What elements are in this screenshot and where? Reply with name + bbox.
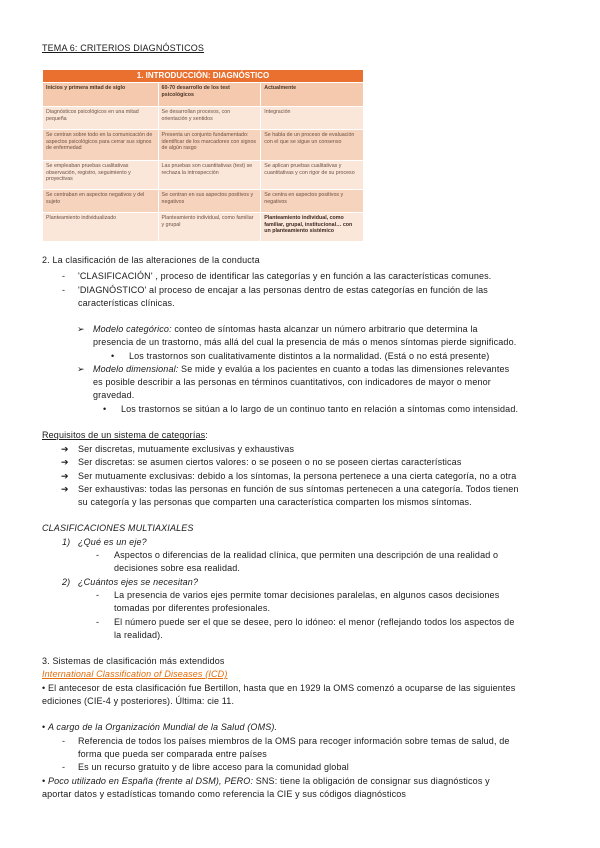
dash-bullet: - xyxy=(96,590,100,600)
spain-usage-italic: • Poco utilizado en España (frente al DSM), PERO: xyxy=(42,776,254,786)
requirement-item: Ser exhaustivas: todas las personas en función de sus síntomas pertenecen a una categoría. Todos tienen xyxy=(78,484,519,494)
categorical-model-label: Modelo categórico: xyxy=(93,324,172,334)
diagnosis-definition: 'DIAGNÓSTICO' al proceso de encajar a las personas dentro de estas categorías en función de las xyxy=(78,285,488,295)
diagnosis-definition-cont: características clínicas. xyxy=(78,298,175,308)
requirements-heading-text: Requisitos de un sistema de categorías xyxy=(42,430,206,440)
multiaxial-heading: CLASIFICACIONES MULTIAXIALES xyxy=(42,523,194,533)
arrow-right-icon: ➔ xyxy=(61,457,69,467)
question-number: 1) xyxy=(62,537,71,547)
requirement-item: Ser discretas, mutuamente exclusivas y exhaustivas xyxy=(78,444,295,454)
table-cell: Se centraban en aspectos negativos y del sujeto xyxy=(43,190,159,213)
table-cell: Planteamiento individualizado xyxy=(43,212,159,241)
table-cell: Se habla de un proceso de evaluación con el que se sigue un consenso xyxy=(261,130,364,161)
dimensional-model-line-3: gravedad. xyxy=(93,390,135,400)
spain-usage-line xyxy=(42,775,490,788)
requirement-item-cont: su categoría y las personas que comparten una característica comparten los mismos síntomas. xyxy=(78,497,472,507)
who-detail-2: Es un recurso gratuito y de libre acceso para la comunidad global xyxy=(78,762,349,772)
diagnosis-intro-table xyxy=(42,69,364,242)
table-header: Actualmente xyxy=(261,83,364,107)
axes-answer-2-cont: la realidad). xyxy=(114,630,163,640)
requirement-item: Ser discretas: se asumen ciertos valores: o se poseen o no se poseen ciertas características xyxy=(78,457,462,467)
table-cell: Presenta un conjunto fundamentado: identificar de los marcadores con signos de algún rasgo xyxy=(158,130,261,161)
dash-bullet: - xyxy=(62,285,66,295)
categorical-model-note: Los trastornos son cualitativamente distintos a la normalidad. (Está o no está presente) xyxy=(129,351,490,361)
table-title: 1. INTRODUCCIÓN: DIAGNÓSTICO xyxy=(43,70,364,83)
spain-usage-text: SNS: tiene la obligación de consignar sus diagnósticos y xyxy=(253,776,490,786)
requirements-heading xyxy=(42,429,208,442)
spain-usage-cont: aportar datos y estadísticas tomando como referencia la CIE y sus códigos diagnósticos xyxy=(42,789,407,799)
who-text: A cargo de la Organización Mundial de la Salud (OMS). xyxy=(47,722,278,732)
icd-history-cont: ediciones (CIE-4 y posteriores). Última: cie 11. xyxy=(42,696,235,706)
arrow-right-icon: ➔ xyxy=(61,444,69,454)
dot-bullet: • xyxy=(103,404,107,414)
table-row xyxy=(43,130,364,161)
dimensional-model-line xyxy=(93,363,509,376)
document-title: TEMA 6: CRITERIOS DIAGNÓSTICOS xyxy=(42,43,205,53)
table-row xyxy=(43,212,364,241)
table-cell: Se centra en aspectos positivos y negativos xyxy=(261,190,364,213)
arrow-right-icon: ➔ xyxy=(61,484,69,494)
table-cell: Se aplican pruebas cualitativas y cuantitativas y con rigor de su proceso xyxy=(261,161,364,190)
dimensional-model-line-2: es posible describir a las personas en términos cuantitativos, con indicadores de mayor o menor xyxy=(93,377,491,387)
table-cell: Diagnósticos psicológicos en una mitad pequeña xyxy=(43,107,159,130)
arrow-right-icon: ➔ xyxy=(61,471,69,481)
table-header: Inicios y primera mitad de siglo xyxy=(43,83,159,107)
dot-bullet: • xyxy=(111,351,115,361)
dash-bullet: - xyxy=(96,617,100,627)
arrowhead-bullet-icon: ➢ xyxy=(77,364,85,374)
table-cell: Planteamiento individual, como familiar, grupal, institucional… con un planteamiento sistémico xyxy=(261,212,364,241)
axis-answer: Aspectos o diferencias de la realidad clínica, que permiten una descripción de una realidad o xyxy=(114,550,499,560)
table-row xyxy=(43,190,364,213)
categorical-model-text: conteo de síntomas hasta alcanzar un número arbitrario que determina la xyxy=(171,324,478,334)
dash-bullet: - xyxy=(96,550,100,560)
classification-definition: 'CLASIFICACIÓN' , proceso de identificar las categorías y en función a las características comunes. xyxy=(78,271,492,281)
requirement-item: Ser mutuamente exclusivas: debido a los síntomas, la persona pertenece a una cierta categoría, no a otra xyxy=(78,471,517,481)
icd-heading: International Classification of Diseases (ICD) xyxy=(42,669,228,679)
table-cell: Se centran en sus aspectos positivos y negativos xyxy=(158,190,261,213)
dash-bullet: - xyxy=(62,271,66,281)
requirements-heading-colon: : xyxy=(205,430,208,440)
who-line xyxy=(42,721,277,734)
dash-bullet: - xyxy=(62,736,66,746)
table-cell: Se desarrollan procesos, con orientación y sentidos xyxy=(158,107,261,130)
who-detail-1: Referencia de todos los países miembros de la OMS para recoger información sobre temas de salud, de xyxy=(78,736,510,746)
dot-bullet: • xyxy=(42,722,48,732)
dimensional-model-text: Se mide y evalúa a los pacientes en cuanto a todas las dimensiones relevantes xyxy=(178,364,510,374)
dimensional-model-note: Los trastornos se sitúan a lo largo de un continuo tanto en relación a síntomas como intensidad. xyxy=(121,404,519,414)
table-row xyxy=(43,161,364,190)
categorical-model-line-2: presencia de un trastorno, más allá del cual la presencia de más o menos síntomas pierde significado. xyxy=(93,337,517,347)
section-2-heading: 2. La clasificación de las alteraciones de la conducta xyxy=(42,255,260,265)
dash-bullet: - xyxy=(62,762,66,772)
axes-answer-1-cont: tomadas por diferentes profesionales. xyxy=(114,603,271,613)
arrowhead-bullet-icon: ➢ xyxy=(77,324,85,334)
axes-answer-2: El número puede ser el que se desee, pero lo idóneo: el menor (reflejando todos los aspectos de xyxy=(114,617,515,627)
table-cell: Integración xyxy=(261,107,364,130)
categorical-model-line xyxy=(93,323,478,336)
table-cell: Se empleaban pruebas cualitativas observación, registro, seguimiento y proyectivas xyxy=(43,161,159,190)
axes-answer-1: La presencia de varios ejes permite tomar decisiones paralelas, en algunos casos decisiones xyxy=(114,590,500,600)
question-number: 2) xyxy=(62,577,71,587)
question-how-many-axes: ¿Cuántos ejes se necesitan? xyxy=(78,577,199,587)
dimensional-model-label: Modelo dimensional: xyxy=(93,364,179,374)
table-cell: Planteamiento individual, como familiar y grupal xyxy=(158,212,261,241)
table-cell: Se centran sobre todo en la comunicación de aspectos psicológicos para cerrar sus signos de enfermedad xyxy=(43,130,159,161)
axis-answer-cont: decisiones sobre esa realidad. xyxy=(114,563,241,573)
who-detail-1-cont: forma que pueda ser comparada entre países xyxy=(78,749,267,759)
section-3-heading: 3. Sistemas de clasificación más extendidos xyxy=(42,656,225,666)
table-cell: Las pruebas son cuantitativas (test) se rechaza la introspección xyxy=(158,161,261,190)
table-header: 60-70 desarrollo de los test psicológicos xyxy=(158,83,261,107)
question-axis: ¿Qué es un eje? xyxy=(78,537,147,547)
icd-history: • El antecesor de esta clasificación fue Bertillon, hasta que en 1929 la OMS comenzó a ocuparse de las siguientes xyxy=(42,683,516,693)
table-row xyxy=(43,107,364,130)
